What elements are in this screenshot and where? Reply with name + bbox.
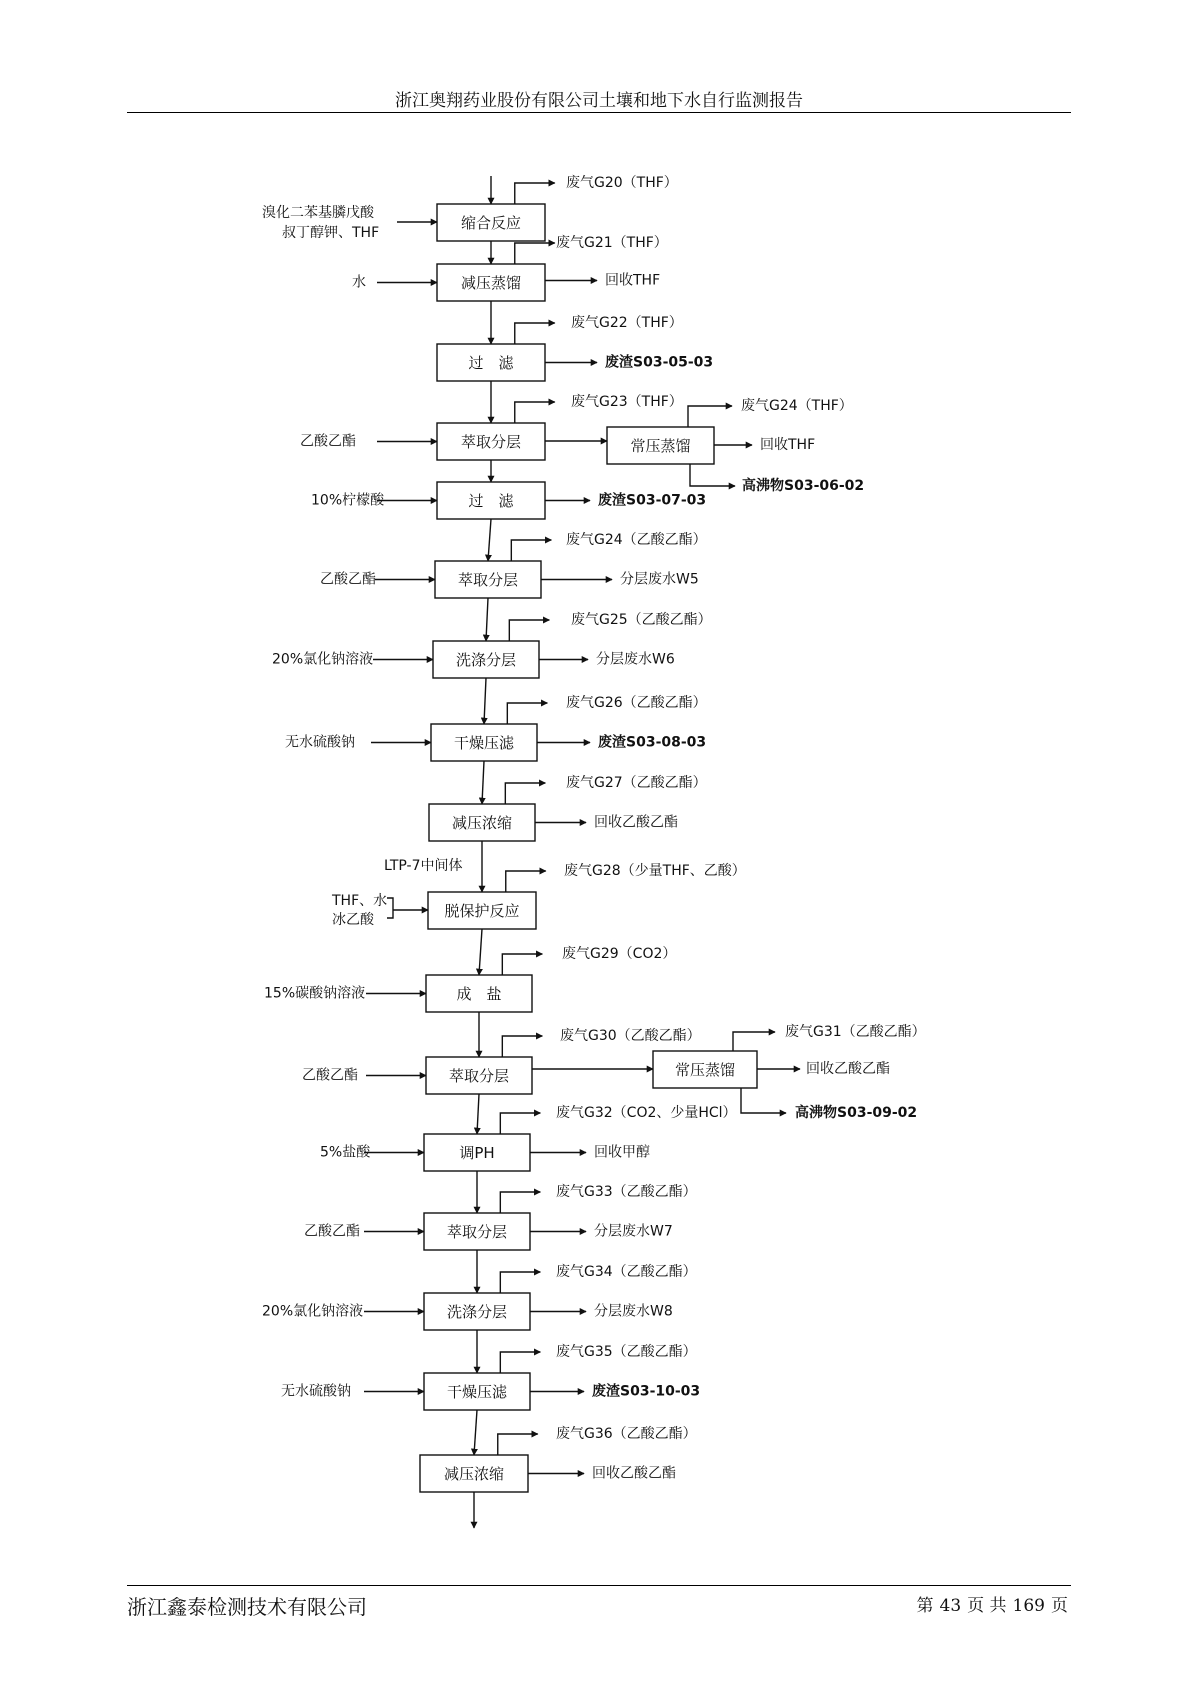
gas-arrow bbox=[515, 402, 555, 423]
input-label: THF、水 bbox=[332, 893, 388, 909]
gas-arrow bbox=[515, 183, 555, 204]
footer-rule bbox=[127, 1585, 1071, 1586]
output-label: 分层废水W7 bbox=[594, 1223, 673, 1240]
input-label: 15%碳酸钠溶液 bbox=[264, 985, 366, 1002]
process-step-label: 干燥压滤 bbox=[453, 734, 515, 752]
gas-arrow bbox=[505, 783, 545, 804]
gas-arrow bbox=[688, 406, 732, 427]
process-step-label: 干燥压滤 bbox=[446, 1383, 508, 1401]
process-step-label: 萃取分层 bbox=[460, 433, 522, 451]
process-step-label: 减压蒸馏 bbox=[460, 274, 522, 292]
process-step-label: 过 滤 bbox=[468, 354, 514, 372]
output-label: 高沸物S03-09-02 bbox=[795, 1105, 918, 1121]
gas-label: 废气G32（CO2、少量HCl） bbox=[556, 1105, 737, 1121]
side-step-label: 常压蒸馏 bbox=[674, 1061, 736, 1079]
input-label: 10%柠檬酸 bbox=[311, 492, 385, 509]
output-label: 回收乙酸乙酯 bbox=[592, 1465, 676, 1482]
gas-arrow bbox=[500, 1113, 540, 1134]
footer-page-info bbox=[914, 1591, 1072, 1616]
gas-arrow bbox=[500, 1192, 540, 1213]
input-label: 20%氯化钠溶液 bbox=[272, 651, 374, 668]
gas-label: 废气G36（乙酸乙酯） bbox=[556, 1426, 697, 1442]
process-step-label: 调PH bbox=[459, 1144, 495, 1162]
gas-arrow bbox=[498, 1434, 538, 1455]
output-label: 分层废水W5 bbox=[620, 571, 699, 588]
step-arrow-6 bbox=[486, 598, 488, 641]
gas-arrow bbox=[500, 1272, 540, 1293]
input-label: 乙酸乙酯 bbox=[304, 1223, 360, 1240]
page-prefix: 第 bbox=[916, 1596, 934, 1616]
input-label: 乙酸乙酯 bbox=[320, 571, 376, 588]
gas-label: 废气G29（CO2） bbox=[562, 946, 677, 962]
process-step-label: 洗涤分层 bbox=[446, 1303, 508, 1321]
process-step-label: 脱保护反应 bbox=[444, 902, 520, 920]
page-header: 浙江奥翔药业股份有限公司土壤和地下水自行监测报告 bbox=[395, 91, 803, 111]
gas-label: 废气G21（THF） bbox=[556, 235, 668, 251]
output-label: 分层废水W8 bbox=[594, 1303, 673, 1320]
gas-label: 废气G23（THF） bbox=[571, 394, 683, 410]
input-label: 无水硫酸钠 bbox=[285, 734, 355, 751]
gas-label: 废气G24（乙酸乙酯） bbox=[566, 532, 707, 548]
output-label: 分层废水W6 bbox=[596, 651, 675, 668]
gas-arrow bbox=[515, 323, 555, 344]
output-label: 回收乙酸乙酯 bbox=[806, 1061, 890, 1077]
step-arrow-16 bbox=[474, 1410, 477, 1455]
output-label: 废渣S03-05-03 bbox=[605, 354, 714, 371]
input-label: 叔丁醇钾、THF bbox=[282, 225, 380, 241]
gas-label: 废气G24（THF） bbox=[741, 398, 853, 414]
input-label: 乙酸乙酯 bbox=[302, 1067, 358, 1084]
process-step-label: 减压浓缩 bbox=[443, 1465, 505, 1483]
gas-arrow bbox=[500, 1352, 540, 1373]
output-arrow bbox=[690, 464, 735, 486]
footer-company: 浙江鑫泰检测技术有限公司 bbox=[127, 1595, 367, 1619]
gas-label: 废气G33（乙酸乙酯） bbox=[556, 1184, 697, 1200]
input-label: 水 bbox=[352, 274, 366, 291]
gas-label: 废气G30（乙酸乙酯） bbox=[560, 1028, 701, 1044]
process-step-label: 缩合反应 bbox=[460, 214, 522, 232]
process-step-label: 成 盐 bbox=[456, 985, 502, 1003]
gas-arrow bbox=[733, 1032, 775, 1051]
input-label: 5%盐酸 bbox=[320, 1144, 371, 1161]
gas-arrow bbox=[509, 620, 549, 641]
gas-arrow bbox=[502, 1036, 542, 1057]
output-label: 回收甲醇 bbox=[594, 1144, 650, 1161]
gas-label: 废气G22（THF） bbox=[571, 315, 683, 331]
input-label: 乙酸乙酯 bbox=[300, 433, 356, 450]
step-arrow-12 bbox=[477, 1094, 479, 1134]
gas-arrow bbox=[515, 243, 555, 264]
page-total: 169 bbox=[1012, 1596, 1045, 1616]
gas-arrow bbox=[511, 540, 551, 561]
process-step-label: 洗涤分层 bbox=[455, 651, 517, 669]
output-label: 回收THF bbox=[605, 272, 661, 289]
process-step-label: 萃取分层 bbox=[457, 571, 519, 589]
gas-arrow bbox=[506, 871, 546, 892]
input-label: 冰乙酸 bbox=[332, 912, 374, 928]
input-label: LTP-7中间体 bbox=[384, 858, 463, 874]
step-arrow-8 bbox=[482, 761, 484, 804]
gas-arrow bbox=[502, 954, 542, 975]
output-label: 回收乙酸乙酯 bbox=[594, 814, 678, 831]
step-arrow-7 bbox=[484, 678, 486, 724]
gas-label: 废气G27（乙酸乙酯） bbox=[566, 775, 707, 791]
input-label: 20%氯化钠溶液 bbox=[262, 1303, 364, 1320]
gas-label: 废气G20（THF） bbox=[566, 175, 678, 191]
side-step-label: 常压蒸馏 bbox=[630, 437, 691, 455]
step-arrow-10 bbox=[479, 929, 482, 975]
input-label: 溴化二苯基膦戊酸 bbox=[262, 205, 374, 221]
gas-label: 废气G28（少量THF、乙酸） bbox=[564, 863, 746, 879]
step-arrow-5 bbox=[488, 519, 491, 561]
output-label: 高沸物S03-06-02 bbox=[742, 478, 865, 494]
process-step-label: 减压浓缩 bbox=[451, 814, 513, 832]
output-label: 回收THF bbox=[760, 437, 816, 453]
page-suffix: 页 bbox=[1051, 1596, 1068, 1616]
output-label: 废渣S03-07-03 bbox=[598, 492, 707, 509]
gas-label: 废气G34（乙酸乙酯） bbox=[556, 1264, 697, 1280]
gas-label: 废气G35（乙酸乙酯） bbox=[556, 1344, 697, 1360]
page-number: 43 bbox=[939, 1596, 962, 1616]
gas-arrow bbox=[507, 703, 547, 724]
output-arrow bbox=[741, 1088, 786, 1113]
process-step-label: 萃取分层 bbox=[448, 1067, 510, 1085]
process-step-label: 萃取分层 bbox=[446, 1223, 508, 1241]
output-label: 废渣S03-10-03 bbox=[592, 1383, 701, 1400]
process-step-label: 过 滤 bbox=[468, 492, 514, 510]
gas-label: 废气G26（乙酸乙酯） bbox=[566, 695, 707, 711]
output-label: 废渣S03-08-03 bbox=[598, 734, 707, 751]
gas-label: 废气G25（乙酸乙酯） bbox=[571, 612, 712, 628]
input-label: 无水硫酸钠 bbox=[281, 1383, 351, 1400]
input-bracket bbox=[387, 898, 393, 918]
gas-label: 废气G31（乙酸乙酯） bbox=[785, 1024, 926, 1040]
page-mid: 页 共 bbox=[967, 1596, 1007, 1616]
